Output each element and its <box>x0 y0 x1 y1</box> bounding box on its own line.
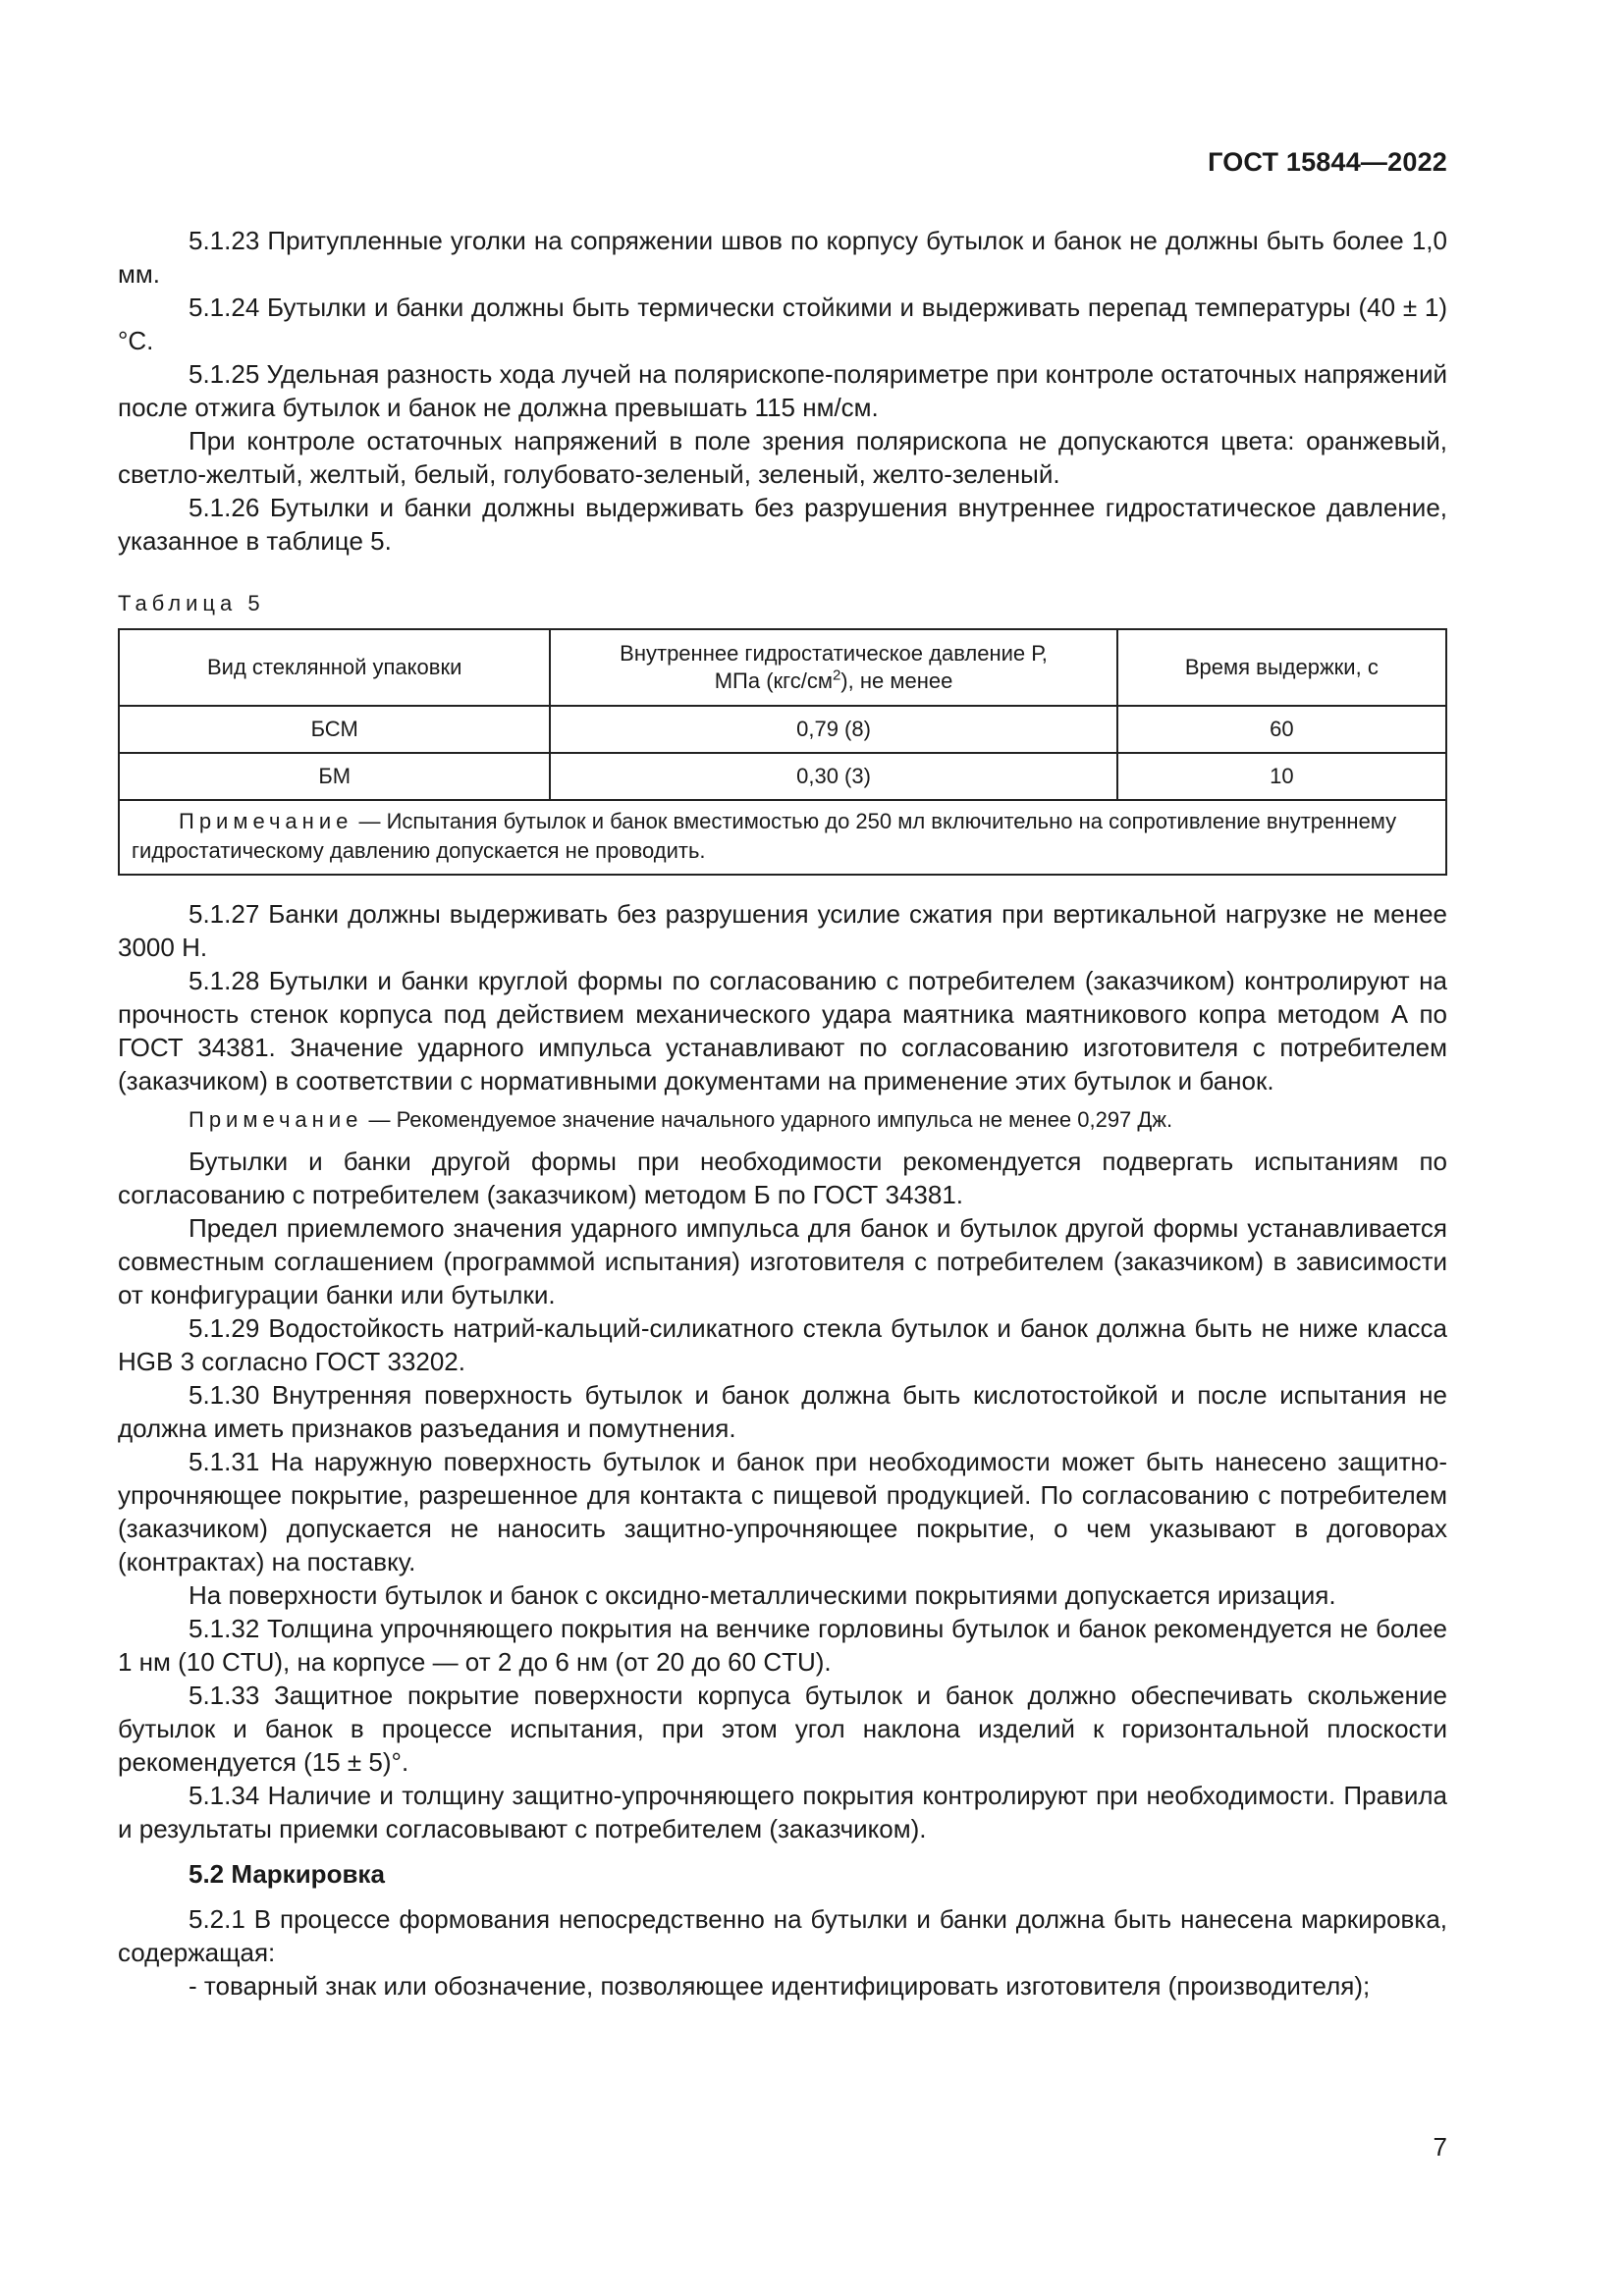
paragraph-5-1-27: 5.1.27 Банки должны выдерживать без разрушения усилие сжатия при вертикальной нагрузке не менее 3000 Н. <box>118 899 1447 962</box>
table-row <box>119 753 1446 800</box>
table-note-text: — Испытания бутылок и банок вместимостью до 250 мл включительно на сопротивление внутреннему гидростатическому давлению допускается не проводить. <box>132 809 1397 863</box>
paragraph-5-1-29: 5.1.29 Водостойкость натрий-кальций-силикатного стекла бутылок и банок должна быть не ниже класса HGB 3 согласно ГОСТ 33202. <box>118 1313 1447 1376</box>
table-header-pressure-line1: Внутреннее гидростатическое давление Р, <box>620 641 1048 666</box>
impact-note-label: Примечание <box>189 1107 363 1132</box>
table-cell-type: БМ <box>119 753 550 800</box>
table-5 <box>118 628 1447 876</box>
table-header-pressure-sup: 2 <box>832 667 841 684</box>
table-note <box>119 800 1446 875</box>
section-heading-5-2: 5.2 Маркировка <box>189 1859 385 1889</box>
page-number: 7 <box>1433 2132 1447 2162</box>
paragraph-5-1-33: 5.1.33 Защитное покрытие поверхности корпуса бутылок и банок должно обеспечивать скольжение бутылок и банок в процессе испытания, при этом угол наклона изделий к горизонтальной плоскости рекомендуется (15 ± 5)°. <box>118 1681 1447 1777</box>
table-row <box>119 706 1446 753</box>
paragraph-5-1-30: 5.1.30 Внутренняя поверхность бутылок и банок должна быть кислотостойкой и после испытания не должна иметь признаков разъедания и помутнения. <box>118 1380 1447 1443</box>
document-body <box>118 224 1447 2002</box>
impact-note <box>118 1105 1447 1135</box>
table-header-pressure <box>550 629 1116 706</box>
paragraph-5-1-32: 5.1.32 Толщина упрочняющего покрытия на венчике горловины бутылок и банок рекомендуется не более 1 нм (10 CTU), на корпусе — от 2 до 6 нм (от 20 до 60 CTU). <box>118 1614 1447 1677</box>
paragraph-5-1-28: 5.1.28 Бутылки и банки круглой формы по согласованию с потребителем (заказчиком) контролируют на прочность стенок корпуса под действием механического удара маятника маятникового копра методом А по ГОСТ 34381. Значение ударного импульса устанавливают по согласованию изготовителя с потребителем (заказчиком) в соответствии с нормативными документами на применение этих бутылок и банок. <box>118 966 1447 1095</box>
paragraph-impact-limit: Предел приемлемого значения ударного импульса для банок и бутылок другой формы устанавливается совместным соглашением (программой испытания) изготовителя с потребителем (заказчиком) в зависимости от конфигурации банки или бутылки. <box>118 1213 1447 1309</box>
paragraph-5-1-25: 5.1.25 Удельная разность хода лучей на полярископе-поляриметре при контроле остаточных напряжений после отжига бутылок и банок не должна превышать 115 нм/см. <box>118 359 1447 422</box>
paragraph-5-1-23: 5.1.23 Притупленные уголки на сопряжении швов по корпусу бутылок и банок не должны быть более 1,0 мм. <box>118 226 1447 289</box>
table-cell-pressure: 0,79 (8) <box>550 706 1116 753</box>
paragraph-5-2-1: 5.2.1 В процессе формования непосредственно на бутылки и банки должна быть нанесена маркировка, содержащая: <box>118 1904 1447 1967</box>
table-header-packaging-type: Вид стеклянной упаковки <box>119 629 550 706</box>
paragraph-polariscope-colors: При контроле остаточных напряжений в поле зрения полярископа не допускаются цвета: оранжевый, светло-желтый, желтый, белый, голубовато-зеленый, зеленый, желто-зеленый. <box>118 426 1447 489</box>
table-header-pressure-line2-post: ), не менее <box>840 668 953 693</box>
table-cell-time: 10 <box>1117 753 1446 800</box>
table-header-row <box>119 629 1446 706</box>
table-header-pressure-line2-pre: МПа (кгс/см <box>714 668 833 693</box>
table-cell-time: 60 <box>1117 706 1446 753</box>
paragraph-5-1-24: 5.1.24 Бутылки и банки должны быть термически стойкими и выдерживать перепад температуры (40 ± 1) °С. <box>118 293 1447 355</box>
list-item-trademark: - товарный знак или обозначение, позволяющее идентифицировать изготовителя (производителя); <box>189 1971 1371 2001</box>
table-note-label: Примечание <box>179 809 353 833</box>
document-header-standard: ГОСТ 15844—2022 <box>1208 147 1447 177</box>
paragraph-5-1-34: 5.1.34 Наличие и толщину защитно-упрочняющего покрытия контролируют при необходимости. Правила и результаты приемки согласовывают с потребителем (заказчиком). <box>118 1781 1447 1843</box>
paragraph-5-1-31: 5.1.31 На наружную поверхность бутылок и банок при необходимости может быть нанесено защитно-упрочняющее покрытие, разрешенное для контакта с пищевой продукцией. По согласованию с потребителем (заказчиком) допускается не наносить защитно-упрочняющее покрытие, о чем указывают в договорах (контрактах) на поставку. <box>118 1447 1447 1576</box>
paragraph-irization: На поверхности бутылок и банок с оксидно-металлическими покрытиями допускается иризация. <box>189 1580 1336 1610</box>
impact-note-text: — Рекомендуемое значение начального ударного импульса не менее 0,297 Дж. <box>362 1107 1173 1132</box>
table-cell-type: БСМ <box>119 706 550 753</box>
table-note-row <box>119 800 1446 875</box>
table-5-caption: Таблица 5 <box>118 591 265 615</box>
paragraph-5-1-26: 5.1.26 Бутылки и банки должны выдерживать без разрушения внутреннее гидростатическое давление, указанное в таблице 5. <box>118 493 1447 556</box>
table-cell-pressure: 0,30 (3) <box>550 753 1116 800</box>
table-header-hold-time: Время выдержки, с <box>1117 629 1446 706</box>
paragraph-other-shapes: Бутылки и банки другой формы при необходимости рекомендуется подвергать испытаниям по согласованию с потребителем (заказчиком) методом Б по ГОСТ 34381. <box>118 1147 1447 1209</box>
